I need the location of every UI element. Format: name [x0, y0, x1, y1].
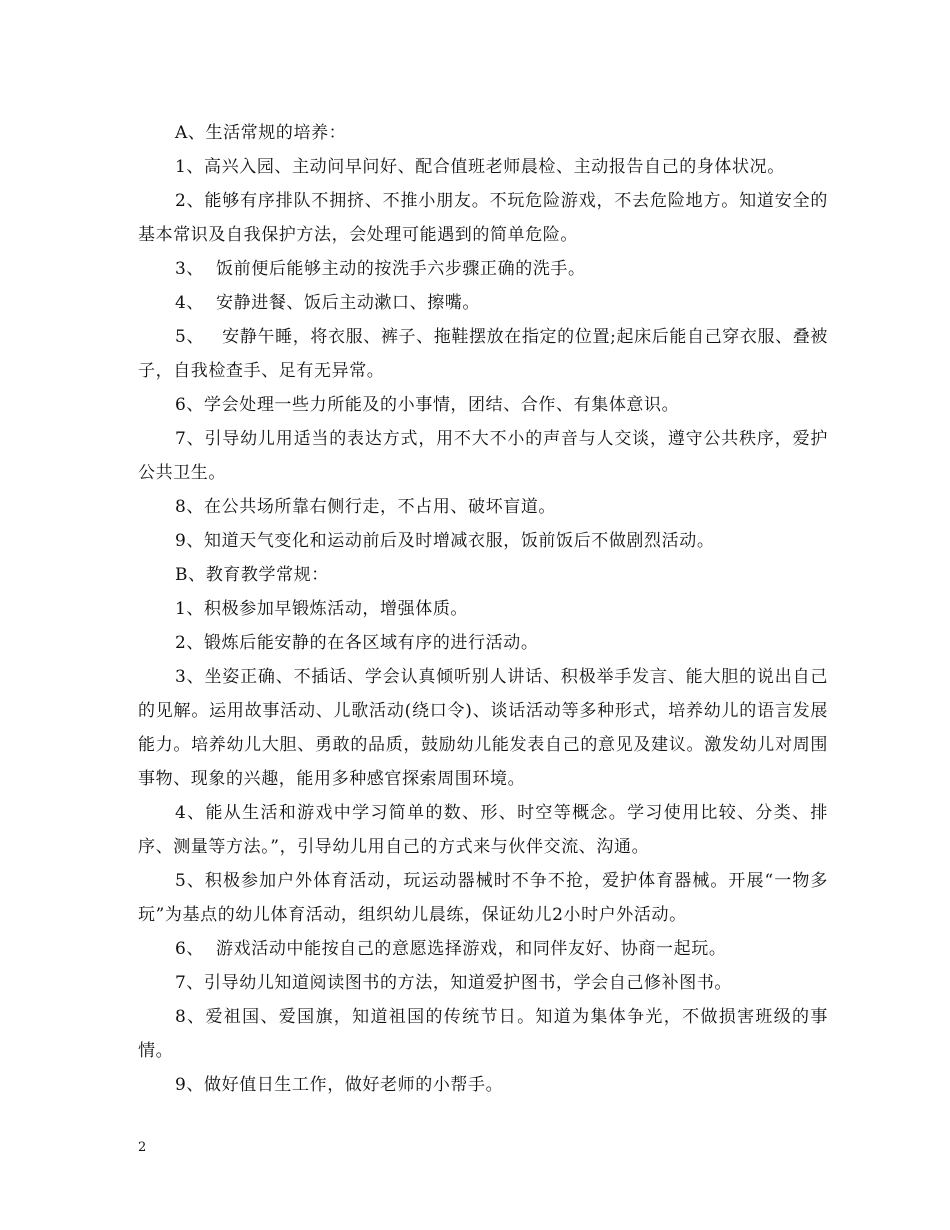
paragraph-b4: 4、能从生活和游戏中学习简单的数、形、时空等概念。学习使用比较、分类、排序、测量等方法。”，引导幼儿用自己的方式来与伙伴交流、沟通。 — [138, 803, 828, 857]
paragraph-a4: 4、 安静进餐、饭后主动漱口、擦嘴。 — [175, 293, 481, 313]
paragraph-a8: 8、在公共场所靠右侧行走，不占用、破坏盲道。 — [175, 497, 557, 517]
document-body — [138, 116, 828, 1102]
page-number: 2 — [138, 1140, 147, 1155]
paragraph-a2: 2、能够有序排队不拥挤、不推小朋友。不玩危险游戏，不去危险地方。知道安全的基本常识及自我保护方法，会处理可能遇到的简单危险。 — [138, 191, 828, 245]
paragraph-section-b-heading: B、教育教学常规： — [175, 565, 329, 585]
paragraph-b3: 3、坐姿正确、不插话、学会认真倾听别人讲话、积极举手发言、能大胆的说出自己的见解。运用故事活动、儿歌活动(绕口令)、谈话活动等多种形式，培养幼儿的语言发展能力。培养幼儿大胆、勇敢的品质，鼓励幼儿能发表自己的意见及建议。激发幼儿对周围事物、现象的兴趣，能用多种感官探索周围环境。 — [138, 667, 828, 789]
paragraph-b7: 7、引导幼儿知道阅读图书的方法，知道爱护图书，学会自己修补图书。 — [175, 973, 733, 993]
paragraph-a9: 9、知道天气变化和运动前后及时增减衣服，饭前饭后不做剧烈活动。 — [175, 531, 715, 551]
paragraph-b9: 9、做好值日生工作，做好老师的小帮手。 — [175, 1075, 504, 1095]
paragraph-b5: 5、积极参加户外体育活动，玩运动器械时不争不抢，爱护体育器械。开展“一物多玩”为基点的幼儿体育活动，组织幼儿晨练，保证幼儿2小时户外活动。 — [138, 871, 828, 925]
paragraph-b1: 1、积极参加早锻炼活动，增强体质。 — [175, 599, 469, 619]
paragraph-b2: 2、锻炼后能安静的在各区域有序的进行活动。 — [175, 633, 539, 653]
paragraph-b8: 8、爱祖国、爱国旗，知道祖国的传统节日。知道为集体争光，不做损害班级的事情。 — [138, 1007, 828, 1061]
paragraph-a5: 5、 安静午睡，将衣服、裤子、拖鞋摆放在指定的位置;起床后能自己穿衣服、叠被子，自我检查手、足有无异常。 — [138, 327, 828, 381]
paragraph-b6: 6、 游戏活动中能按自己的意愿选择游戏，和同伴友好、协商一起玩。 — [175, 939, 727, 959]
paragraph-section-a-heading: A、生活常规的培养： — [175, 123, 347, 143]
paragraph-a1: 1、高兴入园、主动问早问好、配合值班老师晨检、主动报告自己的身体状况。 — [175, 157, 785, 177]
paragraph-a6: 6、学会处理一些力所能及的小事情，团结、合作、有集体意识。 — [175, 395, 680, 415]
paragraph-a3: 3、 饭前便后能够主动的按洗手六步骤正确的洗手。 — [175, 259, 586, 279]
paragraph-a7: 7、引导幼儿用适当的表达方式，用不大不小的声音与人交谈，遵守公共秩序，爱护公共卫生。 — [138, 429, 828, 483]
